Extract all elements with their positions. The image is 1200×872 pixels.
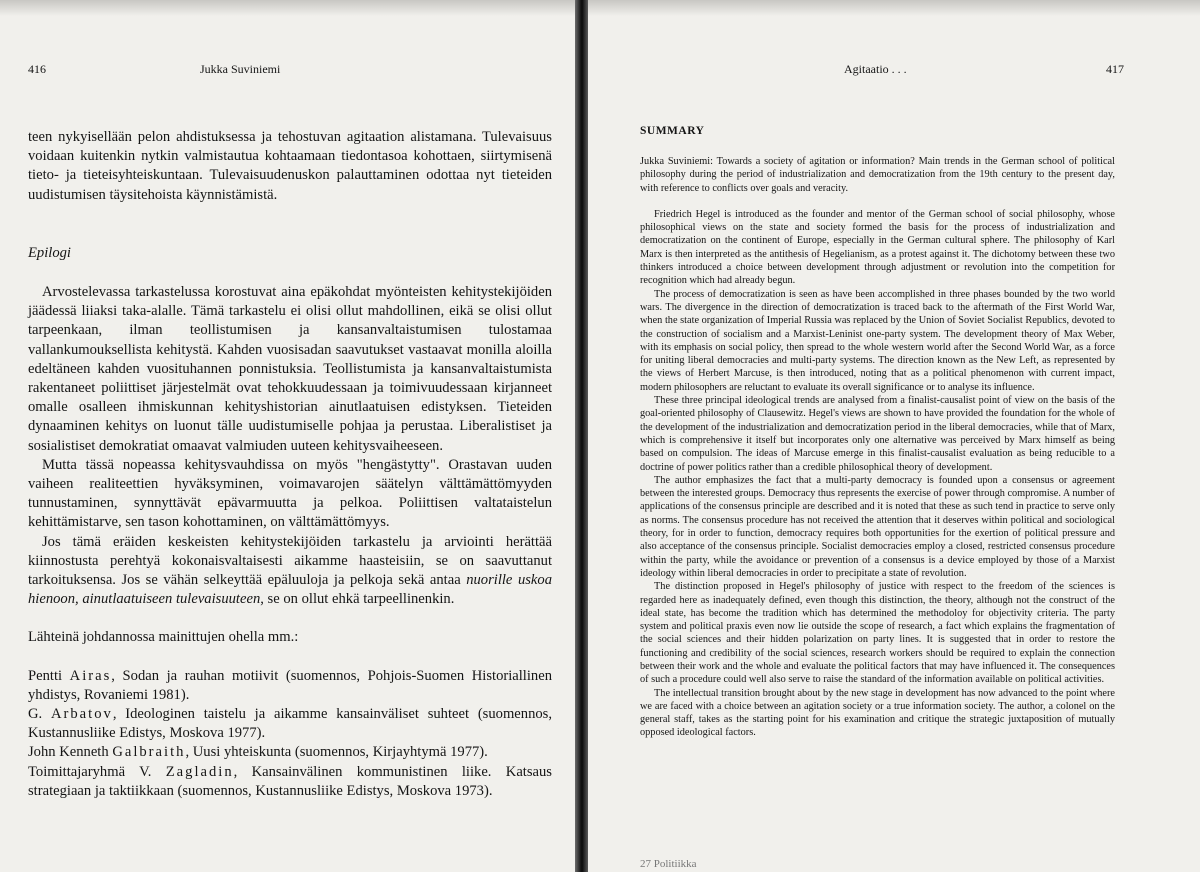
ref-surname: Galbraith bbox=[112, 744, 186, 761]
summary-paragraph: The distinction proposed in Hegel's philosophy of justice with respect to the freedom of the sciences is regarded here as inadequately defined, even though this distinction, the theory, although not the construct of the ideal state, has become the tradition which has determined the methodoloy for objectivity criteria. The party system and political praxis even now lie outside the scope of research, a fact which explains the fragmentation of the social sciences and their hidden polarization on party lines. It is suggested that in order to restore the functioning and credibility of the social sciences, research workers should be required to explain the connection between their work and the whole and evaluate the political factors that may have influenced it. The consequences of such a procedure could well also serve to raise the standard of the information available on political activities. bbox=[640, 581, 1115, 686]
ref-name: John Kenneth bbox=[28, 744, 113, 761]
ref-name: Toimittajaryhmä V. bbox=[28, 763, 166, 780]
paragraph-3-start: Jos tämä eräiden keskeisten kehitystekijöiden tarkastelu ja arviointi herättää kiinnostusta perehtyä kokonaisvaltaisesti aikamme haasteisiin, se on saavuttanut tarkoituksensa. Jos se vähän selkeyttää epäluuloja ja pelkoja sekä antaa bbox=[28, 533, 552, 589]
sources-intro: Lähteinä johdannossa mainittujen ohella mm.: bbox=[28, 629, 299, 646]
page-number: 416 bbox=[28, 62, 46, 76]
left-page bbox=[0, 0, 575, 872]
summary-paragraph: These three principal ideological trends are analysed from a finalist-causalist point of view on the basis of the goal-oriented philosophy of Clausewitz. Hegel's views are shown to have provided the foundation for the whole of the development of the industrialization and democratization period in the liberal democracies, while that of Marx, which is comprehensive it itself but incorporates only one alternative was perceived by Marx himself as being based on compulsion. The ideas of Marcuse emerge in this finalist-causalist evaluation as being reducible to a doctrine of power politics rather than a credible philosophical theory of development. bbox=[640, 395, 1115, 473]
summary-paragraph: The intellectual transition brought about by the new stage in development has now advanced to the point where we are faced with a choice between an agitation society or a true information society. The author, a colonel on the general staff, takes as the starting point for his examination and critique the strategic juxtaposition of mutually opposed ideological factors. bbox=[640, 687, 1115, 739]
summary-intro: Jukka Suviniemi: Towards a society of agitation or information? Main trends in the German school of political philosophy during the period of industrialization and democratization from the 19th century to the present day, with reference to conflicts over goals and veracity. bbox=[640, 156, 1115, 194]
summary-body bbox=[640, 155, 1115, 740]
ref-name: Pentti bbox=[28, 667, 70, 684]
epilogue-paragraph-1: Arvostelevassa tarkastelussa korostuvat aina epäkohdat myönteisten kehitystekijöiden jäädessä liiaksi taka-alalle. Tämä tarkastelu ei olisi ollut mahdollinen, eikä se olisi ollut tarpeenkaan, ilman teollistumisen ja kansanvaltaistumisen tulostamaa vallankumouksellista kehitystä. Kahden vuosisadan saavutukset vastaavat monilla aloilla edeltäneen kahden vuosituhannen ponnistuksia. Teollistumista ja kansanvaltaistumista rakentaneet poliittiset järjestelmät ovat tehokkuudessaan ja toimivuudessaan kirjanneet omalle osalleen ihmiskunnan kehityshistorian ainutlaatuisen edistyksen. Tieteiden dynaaminen kehitys on luonut tälle uudistumiselle pohjaa ja perustaa. Liberalistiset ja sosialistiset demokratiat omaavat valmiuden uuteen kehitysvaiheeseen. bbox=[28, 284, 552, 454]
reference-item bbox=[28, 705, 552, 743]
reference-list bbox=[28, 667, 552, 801]
ref-name: G. bbox=[28, 706, 51, 723]
epilogue-paragraph-2: Mutta tässä nopeassa kehitysvauhdissa on myös "hengästytty". Orastavan uuden vaiheen realiteettien hyväksyminen, voimavarojen säätelyn välttämättömyyden tunnustaminen, synnyttävät epävarmuutta ja pelkoa. Poliittisen valtataistelun kehittämistarve, sen tason kohottaminen, on välttämättömyys. bbox=[28, 456, 552, 531]
section-heading: Epilogi bbox=[28, 244, 71, 261]
ref-text: , Uusi yhteiskunta (suomennos, Kirjayhtymä 1977). bbox=[185, 744, 488, 761]
ref-text: , Kansainvälinen kommunistinen liike. Katsaus strategiaan ja taktiikkaan (suomennos, Kustannusliike Edistys, Moskova 1973). bbox=[28, 763, 552, 799]
running-head-author: Jukka Suviniemi bbox=[200, 62, 281, 76]
reference-item bbox=[28, 743, 552, 762]
intro-paragraph: teen nykyisellään pelon ahdistuksessa ja tehostuvan agitaation alistamana. Tulevaisuus voidaan kuitenkin nytkin valmistautua kohtaamaan tiedontasoa kohottaen, siirtymisenä tieto- ja tieteisyhteiskuntaan. Tulevaisuudenuskon palauttaminen odottaa nyt tieteiden uudistumisen täysitehoista käynnistämistä. bbox=[28, 129, 552, 203]
ref-surname: Arbatov bbox=[50, 706, 113, 723]
ref-text: , Sodan ja rauhan motiivit (suomennos, Pohjois-Suomen Historiallinen yhdistys, Rovaniemi 1981). bbox=[28, 667, 552, 703]
reference-item bbox=[28, 763, 552, 801]
ref-surname: Airas bbox=[69, 667, 112, 684]
summary-paragraph: The process of democratization is seen as have been accomplished in three phases bounded by the two world wars. The divergence in the direction of democratization is traced back to the aftermath of the First World War, when the state organization of Imperial Russia was replaced by the Union of Soviet Socialist Republics, devoted to the construction of socialism and a Marxist-Leninist one-party system. The development theory of Max Weber, with its emphasis on social policy, then spread to the whole western world after the Second World War, as a force for uniting liberal democracies and multi-party systems. The direction known as the New Left, as represented by the views of Herbert Marcuse, is then introduced, noting that as a political phenomenon with current impact, modern philosophers are reluctant to evaluate its overall significance or to analyse its influence. bbox=[640, 288, 1115, 393]
page-top-shadow bbox=[588, 0, 1200, 16]
summary-heading: SUMMARY bbox=[640, 125, 705, 137]
page-top-shadow bbox=[0, 0, 575, 16]
page-number: 417 bbox=[1106, 62, 1124, 76]
ref-surname: Zagladin bbox=[165, 763, 234, 780]
ref-text: , Ideologinen taistelu ja aikamme kansainväliset suhteet (suomennos, Kustannusliike Edistys, Moskova 1977). bbox=[28, 706, 552, 742]
epilogue-paragraph-3 bbox=[28, 533, 552, 610]
summary-paragraph: Friedrich Hegel is introduced as the founder and mentor of the German school of social philosophy, whose philosophical views on the state and society formed the basis for the process of industrialization and democratization on the continent of Europe, especially in the German cultural sphere. The philosophy of Karl Marx is then interpreted as the antithesis of Hegelianism, as a protest against it. The dichotomy between these two thinkers introduced a choice between development through adjustment or revolution into the competition for recognition which had already begun. bbox=[640, 208, 1115, 287]
book-gutter bbox=[575, 0, 588, 872]
running-head-title: Agitaatio . . . bbox=[844, 62, 907, 76]
reference-item bbox=[28, 667, 552, 705]
summary-paragraph: The author emphasizes the fact that a multi-party democracy is founded upon a consensus or agreement between the interested groups. Democracy thus represents the exercise of power through compromise. A number of applications of the consensus principle are described and it is noted that these as such tend in practice to serve only as norms. The consensus procedure has not received the attention that it deserves within political and sociological theory, for in order to function, democracy requires both opportunities for the exertion of political pressure and also acceptance of the consensus principle. Socialist democracies employ a closed, restricted consensus procedure within the party, while the avoidance or prevention of a consensus is a device employed by those of a Marxist ideology within liberal democracies in order to precipitate a state of revolution. bbox=[640, 474, 1115, 579]
paragraph-3-end: , se on ollut ehkä tarpeellinenkin. bbox=[260, 591, 455, 608]
paragraph-3-italic: nuorille uskoa hienoon, ainutlaatuiseen tulevaisuuteen bbox=[28, 572, 552, 608]
left-body-text bbox=[28, 128, 552, 801]
cut-off-footer: 27 Politiikka bbox=[640, 858, 697, 870]
right-page bbox=[588, 0, 1200, 872]
